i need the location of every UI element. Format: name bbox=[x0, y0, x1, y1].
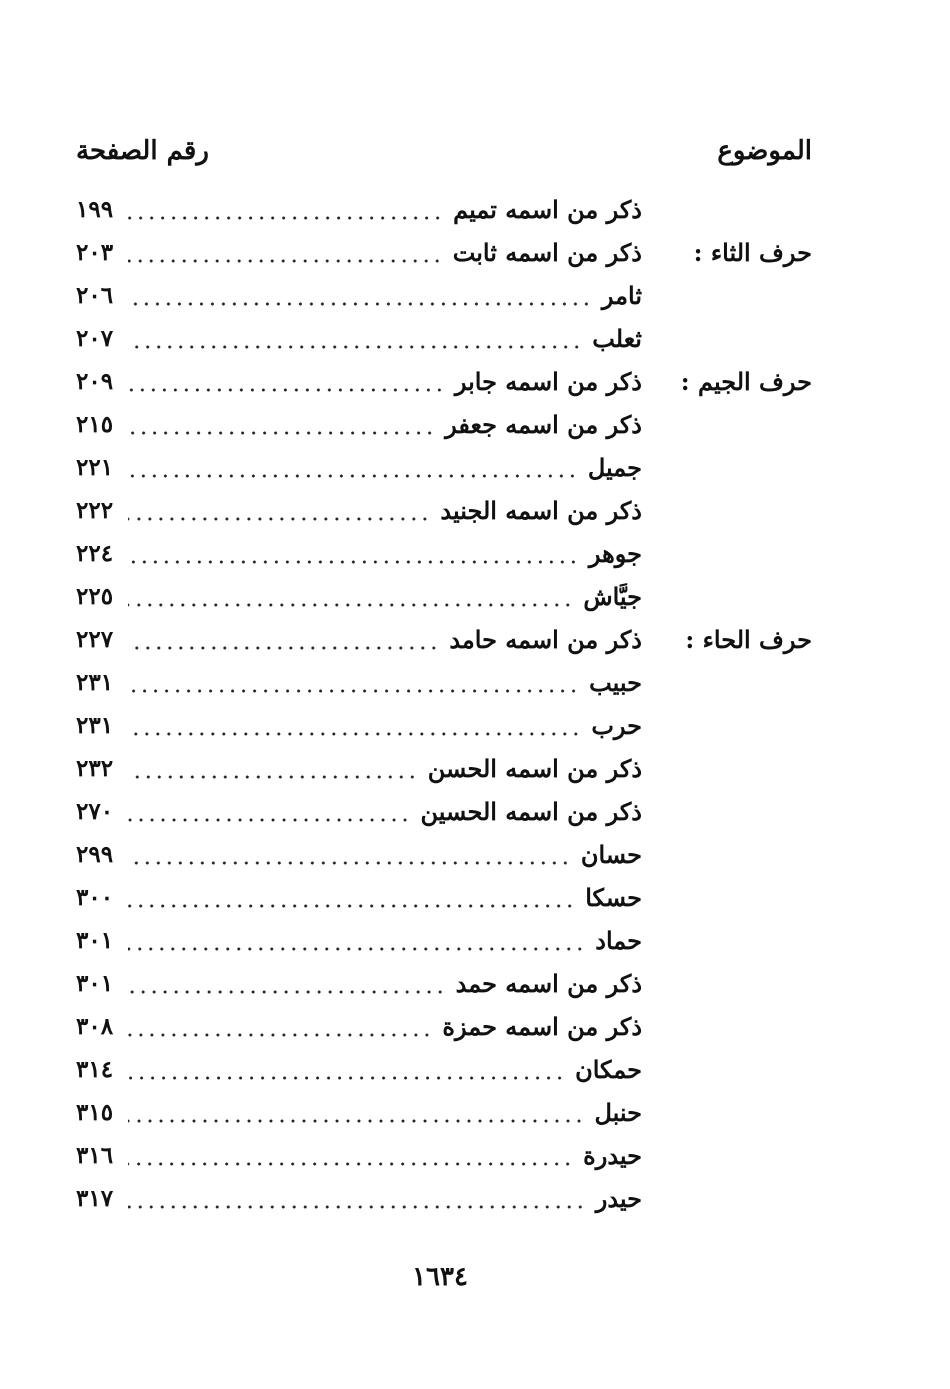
entry-line bbox=[128, 1048, 642, 1091]
entry-topic: ذكر من اسمه حمد bbox=[455, 969, 642, 998]
index-row bbox=[0, 618, 950, 661]
entry-page-number: ٣٠٨ bbox=[76, 1013, 114, 1040]
entry-topic: ذكر من اسمه جابر bbox=[454, 367, 642, 396]
entry-topic: ذكر من اسمه تميم bbox=[453, 195, 642, 224]
entry-line bbox=[128, 446, 642, 489]
index-row bbox=[0, 1134, 950, 1177]
entry-topic: ذكر من اسمه جعفر bbox=[445, 410, 642, 439]
dot-leader bbox=[128, 516, 430, 522]
dot-leader bbox=[128, 301, 592, 307]
entry-topic: حبيب bbox=[589, 668, 642, 697]
index-row bbox=[0, 575, 950, 618]
dot-leader bbox=[128, 946, 585, 952]
index-row bbox=[0, 962, 950, 1005]
entry-page-number: ٢٠٦ bbox=[76, 282, 114, 309]
entry-topic: ذكر من اسمه الحسين bbox=[420, 797, 642, 826]
entry-topic: ذكر من اسمه ثابت bbox=[452, 238, 642, 267]
entry-page-number: ٣١٤ bbox=[76, 1056, 114, 1083]
index-row bbox=[0, 231, 950, 274]
entry-page-number: ٢٩٩ bbox=[76, 841, 114, 868]
entry-line bbox=[128, 1134, 642, 1177]
entry-topic: ثامر bbox=[601, 281, 642, 310]
entry-line bbox=[128, 1005, 642, 1048]
dot-leader bbox=[128, 559, 579, 565]
entry-page-number: ٢٣١ bbox=[76, 712, 114, 739]
entry-page-number: ٢١٥ bbox=[76, 411, 114, 438]
entry-line bbox=[128, 833, 642, 876]
index-row bbox=[0, 833, 950, 876]
index-row bbox=[0, 1091, 950, 1134]
entry-line bbox=[128, 1177, 642, 1220]
entry-page-number: ٢٣١ bbox=[76, 669, 114, 696]
entry-line bbox=[128, 360, 642, 403]
index-row bbox=[0, 317, 950, 360]
topic-column-header: الموضوع bbox=[717, 136, 812, 166]
entry-line bbox=[128, 790, 642, 833]
entry-topic: حسكا bbox=[585, 883, 642, 912]
dot-leader bbox=[128, 817, 411, 823]
entry-line bbox=[128, 532, 642, 575]
dot-leader bbox=[128, 1075, 565, 1081]
entry-line bbox=[128, 231, 642, 274]
entry-line bbox=[128, 1091, 642, 1134]
entry-line bbox=[128, 919, 642, 962]
dot-leader bbox=[128, 387, 445, 393]
index-row bbox=[0, 446, 950, 489]
entry-topic: حرب bbox=[591, 711, 642, 740]
entry-topic: ثعلب bbox=[592, 324, 642, 353]
index-row bbox=[0, 532, 950, 575]
dot-leader bbox=[128, 903, 575, 909]
entry-line bbox=[128, 274, 642, 317]
entry-topic: حمكان bbox=[575, 1055, 642, 1084]
entry-topic: ذكر من اسمه حمزة bbox=[442, 1012, 642, 1041]
entry-line bbox=[128, 188, 642, 231]
section-heading: حرف الحاء : bbox=[685, 625, 812, 654]
entry-page-number: ٣٠٠ bbox=[76, 884, 114, 911]
entry-page-number: ٢٧٠ bbox=[76, 798, 114, 825]
entry-line bbox=[128, 962, 642, 1005]
index-row bbox=[0, 747, 950, 790]
dot-leader bbox=[128, 731, 581, 737]
index-row bbox=[0, 919, 950, 962]
entry-line bbox=[128, 489, 642, 532]
entry-line bbox=[128, 403, 642, 446]
dot-leader bbox=[128, 688, 579, 694]
entry-page-number: ٢٢٥ bbox=[76, 583, 114, 610]
entry-page-number: ١٩٩ bbox=[76, 196, 114, 223]
entry-line bbox=[128, 704, 642, 747]
entry-page-number: ٣١٦ bbox=[76, 1142, 114, 1169]
entry-line bbox=[128, 618, 642, 661]
dot-leader bbox=[128, 645, 439, 651]
section-heading: حرف الجيم : bbox=[680, 367, 812, 396]
dot-leader bbox=[128, 1032, 432, 1038]
dot-leader bbox=[128, 1118, 585, 1124]
entry-page-number: ٢٢١ bbox=[76, 454, 114, 481]
entry-page-number: ٢٠٣ bbox=[76, 239, 114, 266]
index-row bbox=[0, 1177, 950, 1220]
entry-page-number: ٢٢٢ bbox=[76, 497, 114, 524]
entry-topic: حسان bbox=[580, 840, 642, 869]
index-row bbox=[0, 1048, 950, 1091]
index-row bbox=[0, 790, 950, 833]
entry-line bbox=[128, 747, 642, 790]
entry-topic: جميل bbox=[587, 453, 642, 482]
entry-topic: جوهر bbox=[588, 539, 642, 568]
entry-line bbox=[128, 876, 642, 919]
dot-leader bbox=[128, 258, 443, 264]
index-row bbox=[0, 403, 950, 446]
page-folio: ١٦٣٤ bbox=[412, 1262, 468, 1292]
dot-leader bbox=[128, 989, 446, 995]
dot-leader bbox=[128, 344, 582, 350]
section-heading: حرف الثاء : bbox=[693, 238, 812, 267]
dot-leader bbox=[128, 860, 571, 866]
entry-topic: ذكر من اسمه الحسن bbox=[427, 754, 642, 783]
dot-leader bbox=[128, 473, 578, 479]
dot-leader bbox=[128, 215, 443, 221]
dot-leader bbox=[128, 602, 573, 608]
index-row bbox=[0, 489, 950, 532]
entry-page-number: ٢٠٧ bbox=[76, 325, 114, 352]
page-number-column-header: رقم الصفحة bbox=[76, 136, 209, 166]
index-row bbox=[0, 876, 950, 919]
index-row bbox=[0, 661, 950, 704]
index-row bbox=[0, 274, 950, 317]
index-entries bbox=[0, 188, 950, 1220]
entry-topic: حيدرة bbox=[583, 1141, 642, 1170]
entry-line bbox=[128, 317, 642, 360]
index-row bbox=[0, 188, 950, 231]
entry-page-number: ٣٠١ bbox=[76, 970, 114, 997]
index-row bbox=[0, 360, 950, 403]
entry-topic: حنبل bbox=[594, 1098, 642, 1127]
entry-page-number: ٢٢٧ bbox=[76, 626, 114, 653]
entry-topic: ذكر من اسمه الجنيد bbox=[440, 496, 642, 525]
entry-line bbox=[128, 661, 642, 704]
entry-topic: حيدر bbox=[595, 1184, 642, 1213]
entry-page-number: ٣٠١ bbox=[76, 927, 114, 954]
dot-leader bbox=[128, 774, 418, 780]
entry-page-number: ٣١٧ bbox=[76, 1185, 114, 1212]
index-row bbox=[0, 1005, 950, 1048]
entry-page-number: ٢٢٤ bbox=[76, 540, 114, 567]
entry-topic: جيَّاش bbox=[583, 582, 642, 611]
entry-topic: حماد bbox=[595, 926, 642, 955]
entry-topic: ذكر من اسمه حامد bbox=[449, 625, 642, 654]
entry-page-number: ٢٣٢ bbox=[76, 755, 114, 782]
index-row bbox=[0, 704, 950, 747]
entry-line bbox=[128, 575, 642, 618]
dot-leader bbox=[128, 1161, 573, 1167]
dot-leader bbox=[128, 1204, 586, 1210]
entry-page-number: ٣١٥ bbox=[76, 1099, 114, 1126]
entry-page-number: ٢٠٩ bbox=[76, 368, 114, 395]
dot-leader bbox=[128, 430, 435, 436]
